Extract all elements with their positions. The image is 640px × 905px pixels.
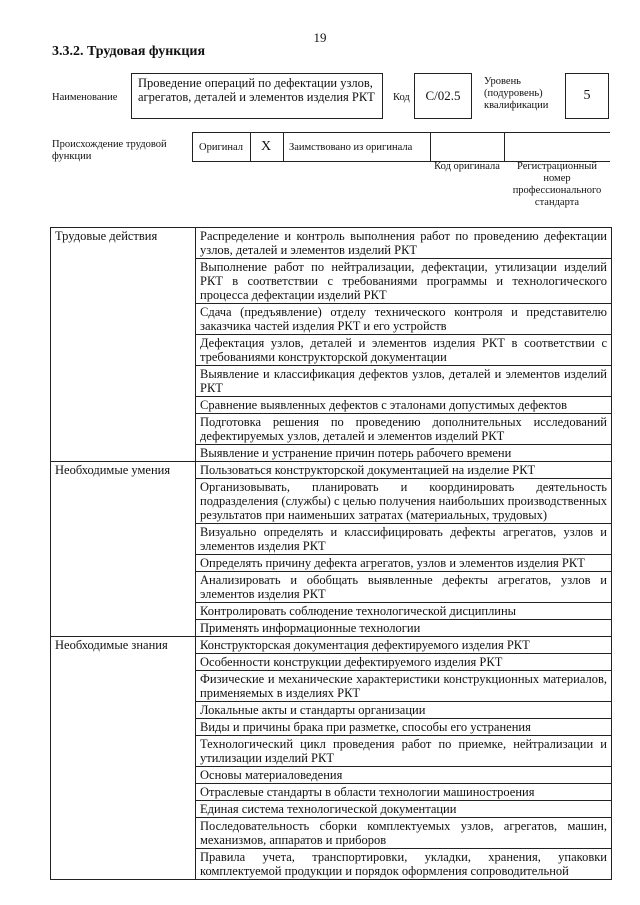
section-item: Дефектация узлов, деталей и элементов изделия РКТ в соответствии с требованиями конструкторской документации: [196, 335, 612, 366]
code-value: С/02.5: [414, 73, 472, 119]
divider: [283, 133, 284, 161]
section-item: Распределение и контроль выполнения работ по проведению дефектации узлов, деталей и элементов изделий РКТ: [196, 228, 612, 259]
divider: [430, 133, 431, 161]
original-mark: X: [261, 139, 272, 154]
section-item: Сравнение выявленных дефектов с эталонами допустимых дефектов: [196, 397, 612, 414]
section-item: Особенности конструкции дефектируемого изделия РКТ: [196, 654, 612, 671]
section-item: Выявление и классификация дефектов узлов, деталей и элементов изделий РКТ: [196, 366, 612, 397]
section-item: Отраслевые стандарты в области технологии машиностроения: [196, 784, 612, 801]
reg-number-label: Регистрационный номер профессионального стандарта: [512, 161, 602, 208]
section-item: Подготовка решения по проведению дополнительных исследований дефектируемых узлов, деталей и элементов изделий РКТ: [196, 414, 612, 445]
section-item: Сдача (предъявление) отделу технического контроля и представителю заказчика частей изделия РКТ и его устройств: [196, 304, 612, 335]
section-item: Основы материаловедения: [196, 767, 612, 784]
section-item: Организовывать, планировать и координировать деятельность подразделения (службы) с целью получения наибольших производственных результатов при наименьших затратах (материальных, трудовых): [196, 479, 612, 524]
table-row: [51, 228, 612, 259]
level-value: 5: [565, 73, 609, 119]
function-name-field: Проведение операций по дефектации узлов, агрегатов, деталей и элементов изделия РКТ: [131, 73, 383, 119]
section-item: Пользоваться конструкторской документацией на изделие РКТ: [196, 462, 612, 479]
section-item: Анализировать и обобщать выявленные дефекты агрегатов, узлов и элементов изделия РКТ: [196, 572, 612, 603]
section-item: Контролировать соблюдение технологической дисциплины: [196, 603, 612, 620]
divider: [250, 133, 251, 161]
competency-table: [50, 227, 612, 880]
table-row: [51, 462, 612, 479]
section-item: Выполнение работ по нейтрализации, дефектации, утилизации изделий РКТ в соответствии с требованиями программы и технологического процесса дефектации изделий РКТ: [196, 259, 612, 304]
section-item: Правила учета, транспортировки, укладки, хранения, упаковки комплектуемой продукции и порядок оформления сопроводительной: [196, 849, 612, 880]
code-label: Код: [393, 92, 410, 103]
section-item: Виды и причины брака при разметке, способы его устранения: [196, 719, 612, 736]
section-category: Трудовые действия: [51, 228, 196, 462]
section-item: Визуально определять и классифицировать дефекты агрегатов, узлов и элементов изделия РКТ: [196, 524, 612, 555]
section-item: Технологический цикл проведения работ по приемке, нейтрализации и утилизации изделий РКТ: [196, 736, 612, 767]
section-title: 3.3.2. Трудовая функция: [52, 44, 206, 59]
section-category: Необходимые знания: [51, 637, 196, 880]
section-item: Последовательность сборки комплектуемых узлов, агрегатов, машин, механизмов, аппаратов и приборов: [196, 818, 612, 849]
divider: [504, 133, 505, 161]
page-number: 19: [313, 30, 327, 45]
section-item: Выявление и устранение причин потерь рабочего времени: [196, 445, 612, 462]
name-label: Наименование: [52, 92, 118, 103]
section-item: Определять причину дефекта агрегатов, узлов и элементов изделия РКТ: [196, 555, 612, 572]
table-row: [51, 637, 612, 654]
level-label: Уровень (подуровень) квалификации: [484, 76, 549, 111]
section-item: Применять информационные технологии: [196, 620, 612, 637]
section-item: Единая система технологической документации: [196, 801, 612, 818]
section-item: Локальные акты и стандарты организации: [196, 702, 612, 719]
section-category: Необходимые умения: [51, 462, 196, 637]
section-item: Физические и механические характеристики конструкционных материалов, применяемых в изделиях РКТ: [196, 671, 612, 702]
borrowed-label: Заимствовано из оригинала: [289, 142, 413, 153]
code-original-label: Код оригинала: [434, 161, 500, 172]
original-label: Оригинал: [199, 142, 243, 153]
section-item: Конструкторская документация дефектируемого изделия РКТ: [196, 637, 612, 654]
origin-table: [192, 132, 610, 162]
origin-label: Происхождение трудовой функции: [52, 139, 167, 162]
